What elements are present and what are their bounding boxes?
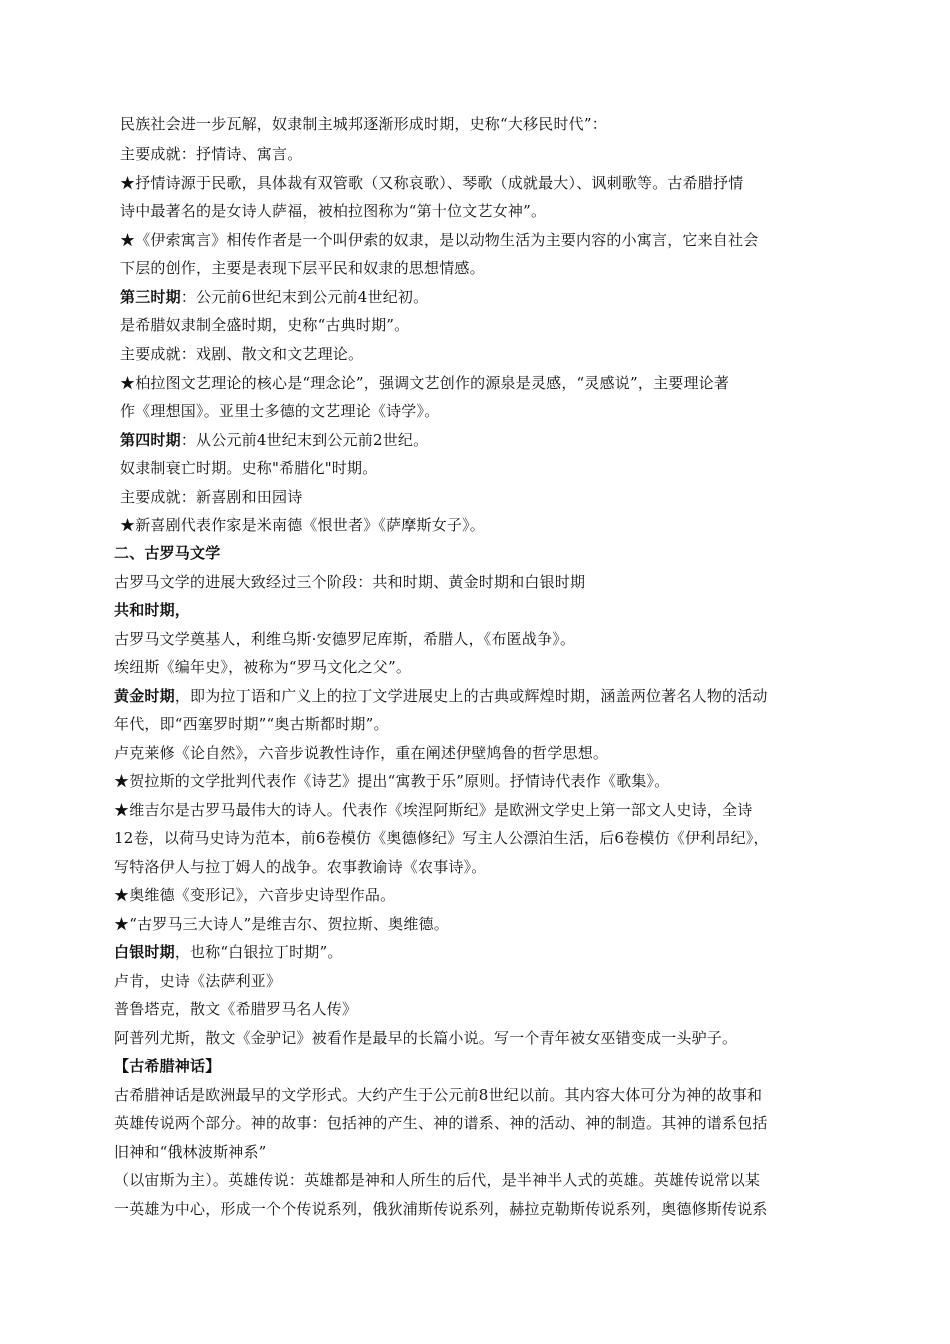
line-text: ★《伊索寓言》相传作者是一个叫伊索的奴隶，是以动物生活为主要内容的小寓言，它来自社会 (120, 231, 759, 249)
line-text: 卢肯，史诗《法萨利亚》 (114, 972, 282, 990)
line-text: ★维吉尔是古罗马最伟大的诗人。代表作《埃涅阿斯纪》是欧洲文学史上第一部文人史诗，全诗 (114, 801, 753, 819)
line-text: ★奥维德《变形记》，六音步史诗型作品。 (114, 886, 396, 904)
text-line (114, 1142, 267, 1162)
text-line (120, 315, 409, 335)
text-line (114, 1113, 768, 1133)
line-text: ★新喜剧代表作家是米南德《恨世者》《萨摩斯女子》。 (120, 516, 486, 534)
line-text: ，即为拉丁语和广义上的拉丁文学进展史上的古典或辉煌时期，涵盖两位著名人物的活动 (174, 687, 768, 705)
line-text: 埃纽斯《编年史》，被称为“罗马文化之父”。 (114, 658, 412, 676)
text-line (114, 971, 281, 991)
line-text: 下层的创作，主要是表现下层平民和奴隶的思想情感。 (120, 259, 485, 277)
text-line (120, 458, 377, 478)
text-line (114, 714, 389, 734)
text-line (114, 657, 411, 677)
line-text: ★“古罗马三大诗人”是维吉尔、贺拉斯、奥维德。 (114, 915, 449, 933)
line-text: ：公元前6世纪末到公元前4世纪初。 (180, 288, 429, 306)
line-text: 共和时期， (114, 601, 191, 619)
period-label: 黄金时期 (114, 687, 175, 705)
text-line (120, 173, 743, 193)
text-line (120, 515, 485, 535)
line-text: 民族社会进一步瓦解，奴隶制主城邦逐渐形成时期，史称“大移民时代”： (120, 115, 607, 133)
line-text: 古罗马文学奠基人，利维乌斯·安德罗尼库斯，希腊人，《布匿战争》。 (114, 630, 576, 648)
line-text: 古罗马文学的进展大致经过三个阶段：共和时期、黄金时期和白银时期 (114, 573, 586, 591)
text-line (120, 258, 485, 278)
text-line (114, 572, 585, 592)
line-text: 阿普列尤斯，散文《金驴记》被看作是最早的长篇小说。写一个青年被女巫错变成一头驴子。 (114, 1029, 738, 1047)
line-text: 诗中最著名的是女诗人萨福，被柏拉图称为“第十位文艺女神”。 (120, 202, 547, 220)
line-text: ★贺拉斯的文学批判代表作《诗艺》提出“寓教于乐”原则。抒情诗代表作《歌集》。 (114, 772, 670, 790)
line-text: 奴隶制衰亡时期。史称"希腊化"时期。 (120, 459, 378, 477)
line-text: （以宙斯为主）。英雄传说：英雄都是神和人所生的后代，是半神半人式的英雄。英雄传说常以某 (114, 1171, 761, 1189)
text-line (120, 401, 439, 421)
text-line (114, 800, 752, 820)
text-line (120, 144, 302, 164)
text-line (114, 1085, 762, 1105)
line-text: 是希腊奴隶制全盛时期，史称“古典时期”。 (120, 316, 410, 334)
section-heading (114, 1056, 220, 1076)
period-label: 白银时期 (114, 943, 175, 961)
line-text: 主要成就：戏剧、散文和文艺理论。 (120, 345, 364, 363)
text-line (114, 771, 669, 791)
section-heading (114, 600, 190, 620)
line-text: 卢克莱修《论自然》，六音步说教性诗作，重在阐述伊壁鸠鲁的哲学思想。 (114, 744, 609, 762)
period-label: 第三时期 (120, 288, 181, 306)
text-line (120, 344, 363, 364)
line-text: 写特洛伊人与拉丁姆人的战争。农事教谕诗《农事诗》。 (114, 858, 487, 876)
line-text: 12卷，以荷马史诗为范本，前6卷模仿《奥德修纪》写主人公漂泊生活，后6卷模仿《伊利昂纪》， (114, 829, 769, 847)
text-line (114, 686, 768, 706)
period-label: 第四时期 (120, 431, 181, 449)
text-line (114, 1170, 760, 1190)
text-line (114, 1028, 737, 1048)
line-text: ★抒情诗源于民歌，具体裁有双管歌（又称哀歌）、琴歌（成就最大）、讽刺歌等。古希腊抒情 (120, 174, 744, 192)
line-text: 年代，即“西塞罗时期”“奥古斯都时期”。 (114, 715, 389, 733)
text-line (114, 1199, 768, 1219)
text-line (114, 629, 575, 649)
text-line (120, 230, 758, 250)
line-text: ：从公元前4世纪末到公元前2世纪。 (180, 431, 429, 449)
text-line (120, 373, 729, 393)
text-line (120, 114, 607, 134)
text-line (114, 828, 769, 848)
line-text: 英雄传说两个部分。神的故事：包括神的产生、神的谱系、神的活动、神的制造。其神的谱系包括 (114, 1114, 768, 1132)
text-line (120, 430, 428, 450)
line-text: ，也称“白银拉丁时期”。 (174, 943, 343, 961)
text-line (120, 487, 302, 507)
line-text: 作《理想国》。亚里士多德的文艺理论《诗学》。 (120, 402, 440, 420)
line-text: 普鲁塔克，散文《希腊罗马名人传》 (114, 1000, 358, 1018)
line-text: 旧神和“俄林波斯神系” (114, 1143, 267, 1161)
line-text: 主要成就：新喜剧和田园诗 (120, 488, 303, 506)
text-line (114, 885, 395, 905)
text-line (120, 201, 546, 221)
line-text: 【古希腊神话】 (114, 1057, 221, 1075)
section-heading (114, 543, 220, 563)
text-line (114, 857, 487, 877)
text-line (114, 942, 343, 962)
text-line (114, 914, 449, 934)
line-text: ★柏拉图文艺理论的核心是“理念论”，强调文艺创作的源泉是灵感，“灵感说”，主要理论著 (120, 374, 730, 392)
line-text: 一英雄为中心，形成一个个传说系列，俄狄浦斯传说系列，赫拉克勒斯传说系列，奥德修斯传说系 (114, 1200, 768, 1218)
line-text: 二、古罗马文学 (114, 544, 221, 562)
line-text: 主要成就：抒情诗、寓言。 (120, 145, 303, 163)
text-line (114, 743, 608, 763)
line-text: 古希腊神话是欧洲最早的文学形式。大约产生于公元前8世纪以前。其内容大体可分为神的故事和 (114, 1086, 763, 1104)
text-line (120, 287, 428, 307)
text-line (114, 999, 357, 1019)
